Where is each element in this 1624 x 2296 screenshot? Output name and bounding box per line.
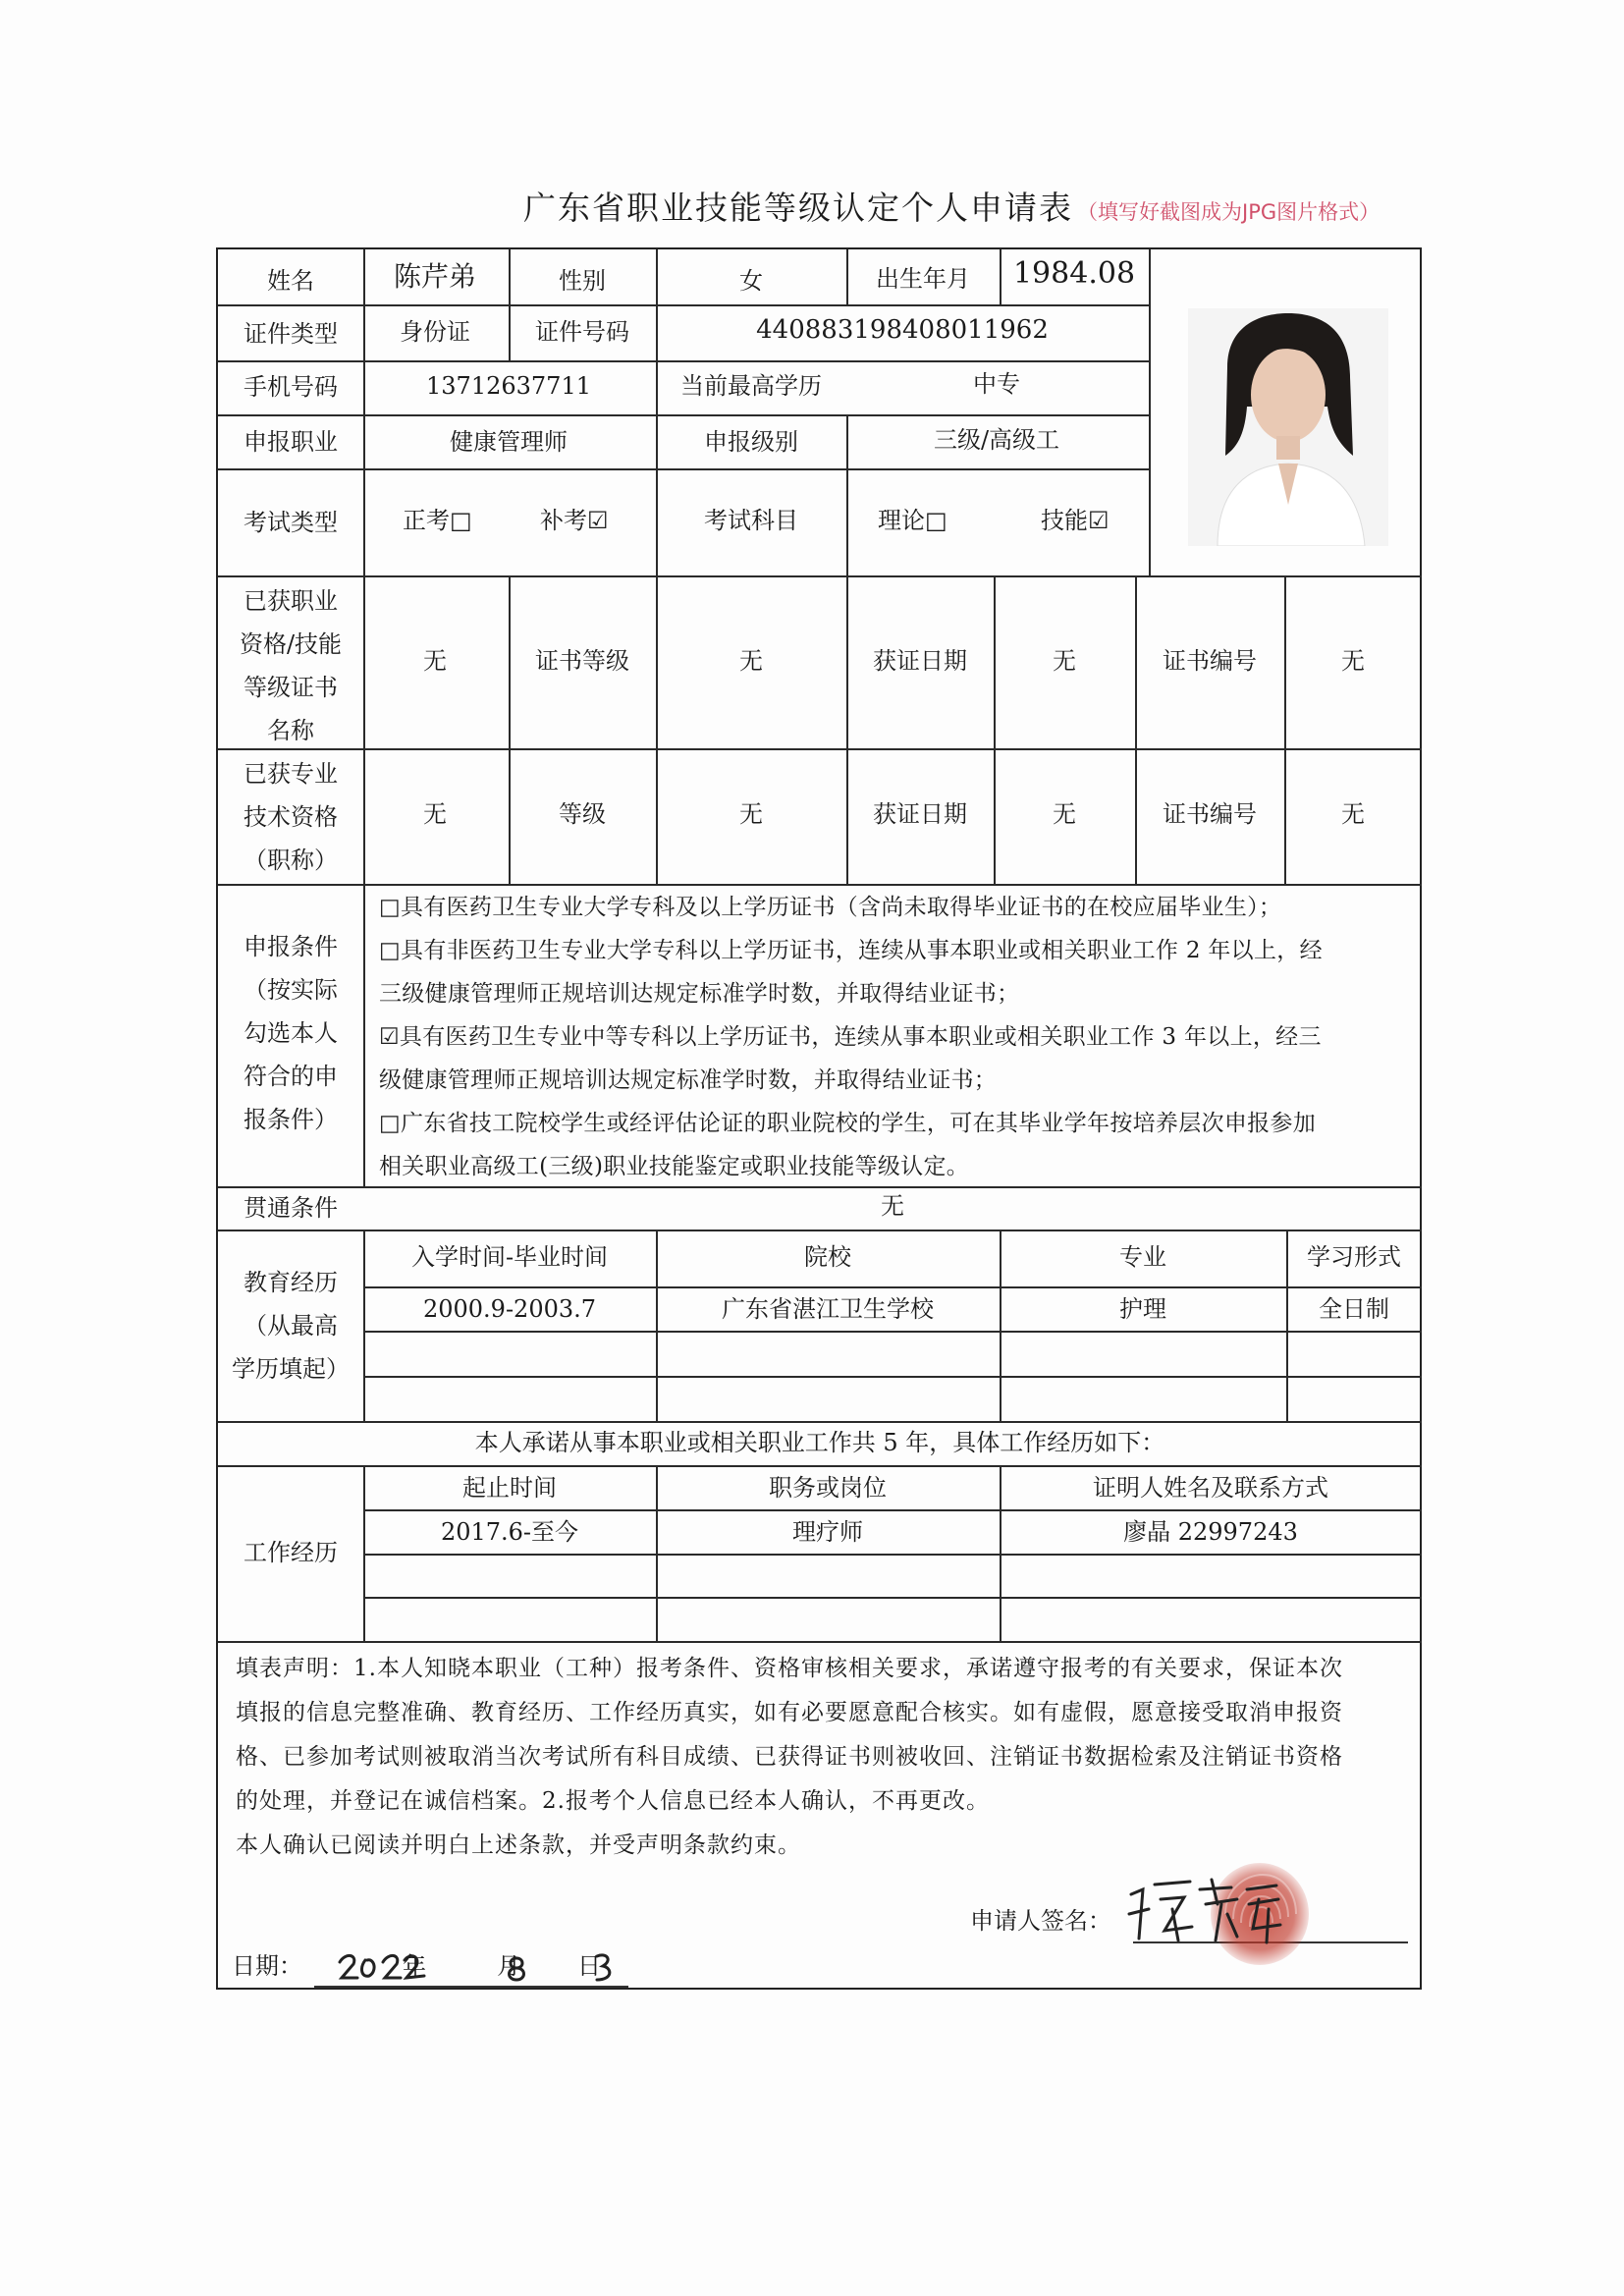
title-text: 广东省职业技能等级认定个人申请表	[523, 189, 1073, 227]
rule	[1135, 575, 1137, 884]
form-table	[216, 247, 1422, 1990]
rule	[1000, 1465, 1001, 1641]
education-history-label	[232, 1261, 350, 1391]
condition-line[interactable]: ☑具有医药卫生专业中等专科以上学历证书，连续从事本职业或相关职业工作 3 年以上，经三	[379, 1024, 1322, 1050]
declaration-line: 的处理，并登记在诚信档案。2.报考个人信息已经本人确认，不再更改。	[236, 1788, 990, 1814]
name-label: 姓名	[267, 267, 314, 295]
rule	[1149, 249, 1151, 575]
checked-box-icon[interactable]: ☑	[1088, 507, 1110, 534]
rule	[218, 748, 1422, 750]
rule	[218, 1230, 1422, 1231]
exam-theory-text: 理论	[878, 507, 925, 534]
qualification-number-label: 证书编号	[1163, 647, 1257, 675]
work-history-label: 工作经历	[244, 1539, 338, 1566]
label-line: 名称	[267, 717, 314, 744]
edu-header-mode: 学习形式	[1307, 1243, 1401, 1271]
exam-makeup-text: 补考	[540, 507, 587, 534]
birth-label: 出生年月	[876, 265, 970, 293]
gender-label: 性别	[559, 267, 606, 295]
rule	[846, 249, 848, 304]
rule	[363, 1286, 1422, 1288]
through-label: 贯通条件	[244, 1194, 338, 1222]
phone-value: 13712637711	[426, 372, 591, 400]
rule	[218, 304, 1149, 306]
rule	[656, 1465, 658, 1641]
edu-row-mode: 全日制	[1319, 1295, 1389, 1323]
work-commitment: 本人承诺从事本职业或相关职业工作共 5 年，具体工作经历如下：	[474, 1429, 1165, 1456]
condition-line: 相关职业高级工(三级)职业技能鉴定或职业技能等级认定。	[379, 1154, 970, 1179]
declaration-line: 填表声明：1.本人知晓本职业（工种）报考条件、资格审核相关要求，承诺遵守报考的有关要求，保证本次	[236, 1656, 1343, 1681]
date-label: 日期：	[232, 1952, 302, 1980]
rule	[656, 249, 658, 884]
through-value: 无	[881, 1192, 904, 1220]
gender-value: 女	[739, 267, 763, 295]
condition-line[interactable]: □具有医药卫生专业大学专科及以上学历证书（含尚未取得毕业证书的在校应届毕业生）；	[379, 895, 1282, 920]
qualification-date-label: 获证日期	[873, 647, 967, 675]
edu-row-school: 广东省湛江卫生学校	[722, 1295, 934, 1323]
professional-date-label: 获证日期	[873, 800, 967, 828]
rule	[1000, 1230, 1001, 1421]
exam-theory-option[interactable]	[878, 506, 947, 535]
rule	[509, 575, 511, 884]
label-line: 符合的申	[244, 1063, 338, 1090]
work-header-position: 职务或岗位	[769, 1474, 887, 1502]
exam-makeup-option[interactable]	[540, 506, 609, 535]
checked-box-icon[interactable]: ☑	[587, 507, 609, 534]
conditions-text	[365, 886, 1420, 1186]
signature-label: 申请人签名：	[970, 1907, 1111, 1935]
qualification-grade-label: 证书等级	[535, 647, 629, 675]
declaration-line: 填报的信息完整准确、教育经历、工作经历真实，如有必要愿意配合核实。如有虚假，愿意接受取消申报资	[236, 1700, 1343, 1725]
form-title	[523, 183, 1380, 229]
edu-header-major: 专业	[1119, 1243, 1166, 1271]
education-label: 当前最高学历	[680, 372, 822, 400]
conditions-label	[244, 925, 338, 1141]
rule	[1000, 249, 1001, 304]
rule	[509, 249, 511, 360]
rule	[363, 1597, 1422, 1599]
condition-line[interactable]: □具有非医药卫生专业大学专科以上学历证书，连续从事本职业或相关职业工作 2 年以上，经	[379, 938, 1323, 963]
qualification-date-value: 无	[1053, 647, 1076, 675]
edu-header-school: 院校	[804, 1243, 851, 1271]
rule	[363, 1465, 365, 1641]
occupation-value: 健康管理师	[450, 428, 568, 456]
level-label: 申报级别	[704, 428, 798, 456]
professional-number-value: 无	[1341, 800, 1365, 828]
work-row-position: 理疗师	[792, 1518, 863, 1546]
qualification-grade-value: 无	[739, 647, 763, 675]
exam-type-label: 考试类型	[244, 509, 338, 536]
birth-value: 1984.08	[1012, 256, 1136, 291]
qualification-number-value: 无	[1341, 647, 1365, 675]
professional-grade-value: 无	[739, 800, 763, 828]
rule	[363, 1554, 1422, 1556]
rule	[218, 414, 1149, 416]
rule	[218, 360, 1149, 362]
rule	[218, 1465, 1422, 1467]
id-type-value: 身份证	[400, 318, 470, 346]
rule	[1286, 1230, 1288, 1421]
work-row-period: 2017.6-至今	[440, 1518, 579, 1546]
condition-line[interactable]: □广东省技工院校学生或经评估论证的职业院校的学生，可在其毕业学年按培养层次申报参加	[379, 1111, 1317, 1136]
exam-skill-option[interactable]	[1041, 506, 1110, 535]
month-unit: 月	[497, 1952, 520, 1980]
rule	[218, 1641, 1422, 1643]
phone-label: 手机号码	[244, 373, 338, 401]
rule	[363, 1331, 1422, 1333]
professional-date-value: 无	[1053, 800, 1076, 828]
declaration-line: 格、已参加考试则被取消当次考试所有科目成绩、已获得证书则被收回、注销证书数据检索及注销证书资格	[236, 1744, 1343, 1770]
label-line: 勾选本人	[244, 1019, 338, 1047]
rule	[218, 1421, 1422, 1423]
label-line: 教育经历	[244, 1269, 338, 1296]
work-header-period: 起止时间	[462, 1474, 557, 1502]
rule	[363, 1376, 1422, 1378]
professional-number-label: 证书编号	[1163, 800, 1257, 828]
label-line: 学历填起）	[232, 1355, 350, 1383]
work-row-reference: 廖晶 22997243	[1123, 1518, 1298, 1546]
rule	[846, 414, 848, 884]
edu-row-time: 2000.9-2003.7	[422, 1295, 597, 1323]
work-header-reference: 证明人姓名及联系方式	[1093, 1474, 1328, 1502]
edu-row-major: 护理	[1119, 1295, 1166, 1323]
id-number-label: 证件号码	[535, 318, 629, 346]
qualification-label	[240, 579, 342, 752]
rule	[363, 1509, 1422, 1511]
handwritten-signature	[1121, 1870, 1298, 1948]
label-line: 申报条件	[244, 933, 338, 960]
title-note: （填写好截图成为JPG图片格式）	[1077, 200, 1380, 224]
professional-grade-label: 等级	[559, 800, 606, 828]
declaration-line: 本人确认已阅读并明白上述条款，并受声明条款约束。	[236, 1832, 801, 1858]
rule	[656, 1230, 658, 1421]
label-line: （从最高	[244, 1312, 338, 1339]
id-number-value: 440883198408011962	[756, 315, 1049, 345]
label-line: 报条件）	[244, 1106, 338, 1133]
year-unit: 年	[403, 1952, 426, 1980]
unchecked-box-icon[interactable]: □	[925, 507, 947, 534]
applicant-photo	[1188, 308, 1388, 546]
label-line: 资格/技能	[239, 630, 343, 658]
condition-line: 级健康管理师正规培训达规定标准学时数，并取得结业证书；	[379, 1067, 998, 1093]
rule	[218, 468, 1149, 470]
exam-regular-option[interactable]	[403, 506, 472, 535]
name-value: 陈芹弟	[393, 260, 477, 293]
professional-label	[244, 752, 338, 882]
edu-header-time: 入学时间-毕业时间	[410, 1243, 609, 1271]
day-unit: 日	[577, 1952, 601, 1980]
condition-line: 三级健康管理师正规培训达规定标准学时数，并取得结业证书；	[379, 981, 1020, 1007]
id-type-label: 证件类型	[244, 320, 338, 348]
exam-regular-text: 正考	[403, 507, 450, 534]
label-line: 等级证书	[244, 674, 338, 701]
professional-value: 无	[423, 800, 447, 828]
unchecked-box-icon[interactable]: □	[450, 507, 472, 534]
exam-subject-label: 考试科目	[704, 507, 798, 534]
label-line: 已获职业	[244, 587, 338, 615]
exam-skill-text: 技能	[1041, 507, 1088, 534]
rule	[363, 1230, 365, 1421]
label-line: （职称）	[244, 847, 338, 874]
level-value: 三级/高级工	[933, 426, 1060, 454]
rule	[1284, 575, 1286, 884]
label-line: 技术资格	[244, 803, 338, 831]
rule	[994, 575, 996, 884]
occupation-label: 申报职业	[244, 428, 338, 456]
rule	[218, 575, 1422, 577]
portrait-image	[1188, 308, 1388, 546]
qualification-value: 无	[423, 647, 447, 675]
education-value: 中专	[973, 370, 1020, 398]
label-line: 已获专业	[244, 760, 338, 788]
label-line: （按实际	[244, 976, 338, 1004]
